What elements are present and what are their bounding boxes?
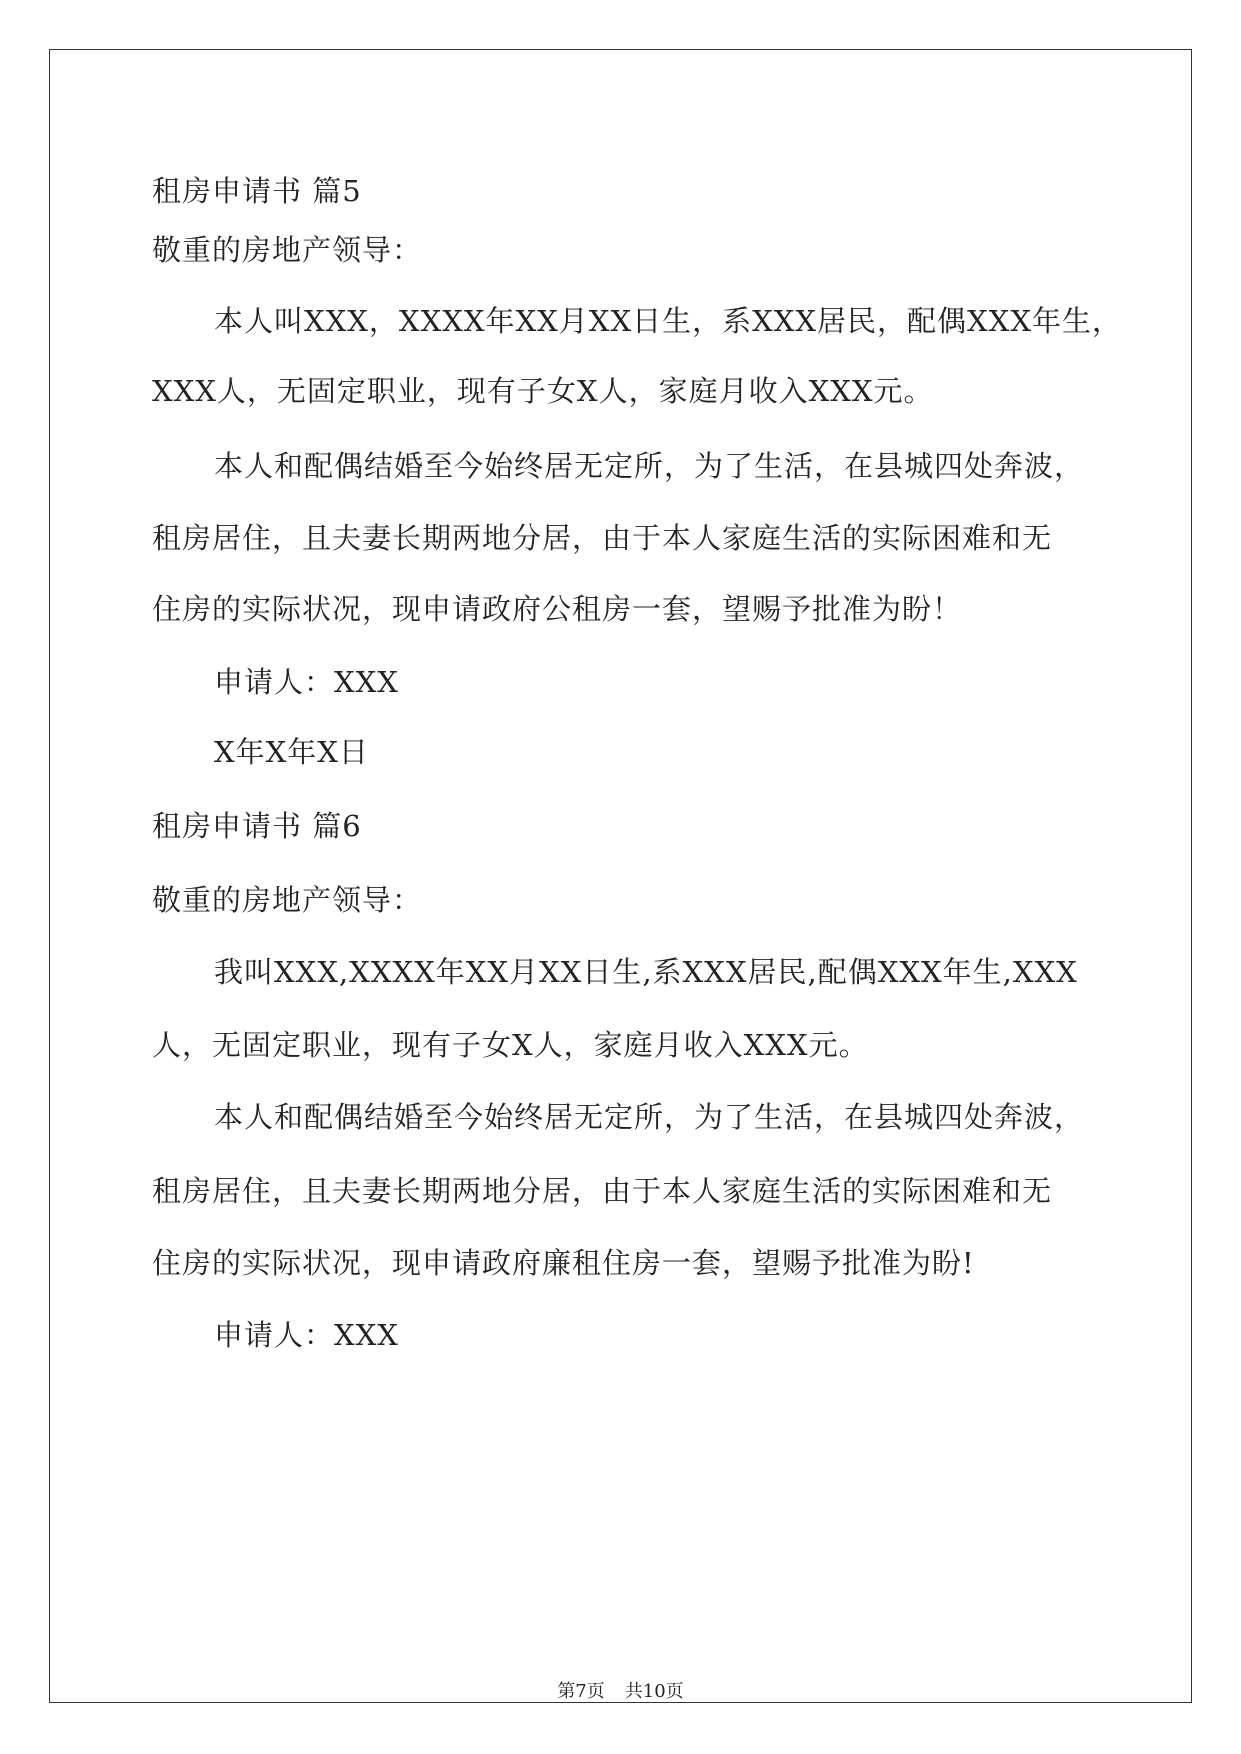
section6-salutation: 敬重的房地产领导：: [152, 883, 423, 917]
section6-applicant: 申请人：XXX: [214, 1318, 399, 1352]
section6-title: 租房申请书 篇6: [152, 809, 362, 843]
section6-paragraph2-line1: 本人和配偶结婚至今始终居无定所，为了生活，在县城四处奔波，: [214, 1100, 1085, 1134]
page-footer: [0, 1680, 1241, 1704]
section5-paragraph1-line2: XXX人，无固定职业，现有子女X人，家庭月收入XXX元。: [152, 374, 934, 408]
section5-salutation: 敬重的房地产领导：: [152, 233, 423, 267]
section5-paragraph2-line1: 本人和配偶结婚至今始终居无定所，为了生活，在县城四处奔波，: [214, 449, 1085, 483]
section5-paragraph1-line1: 本人叫XXX，XXXX年XX月XX日生，系XXX居民，配偶XXX年生，: [214, 304, 1122, 338]
section6-paragraph2-line3: 住房的实际状况，现申请政府廉租住房一套，望赐予批准为盼!: [152, 1246, 975, 1280]
section5-paragraph2-line2: 租房居住，且夫妻长期两地分居，由于本人家庭生活的实际困难和无: [152, 521, 1053, 555]
section5-title: 租房申请书 篇5: [152, 174, 362, 208]
section5-date: X年X年X日: [214, 735, 369, 769]
page-total: 共10页: [624, 1681, 684, 1702]
page-border: [49, 49, 1192, 1703]
section5-applicant: 申请人：XXX: [214, 665, 399, 699]
section5-paragraph2-line3: 住房的实际状况，现申请政府公租房一套，望赐予批准为盼！: [152, 592, 963, 626]
section6-paragraph2-line2: 租房居住，且夫妻长期两地分居，由于本人家庭生活的实际困难和无: [152, 1174, 1053, 1208]
section6-paragraph1-line1: 我叫XXX,XXXX年XX月XX日生,系XXX居民,配偶XXX年生,XXX: [214, 955, 1078, 989]
section6-paragraph1-line2: 人，无固定职业，现有子女X人，家庭月收入XXX元。: [152, 1028, 869, 1062]
page-number: 第7页: [557, 1681, 605, 1702]
